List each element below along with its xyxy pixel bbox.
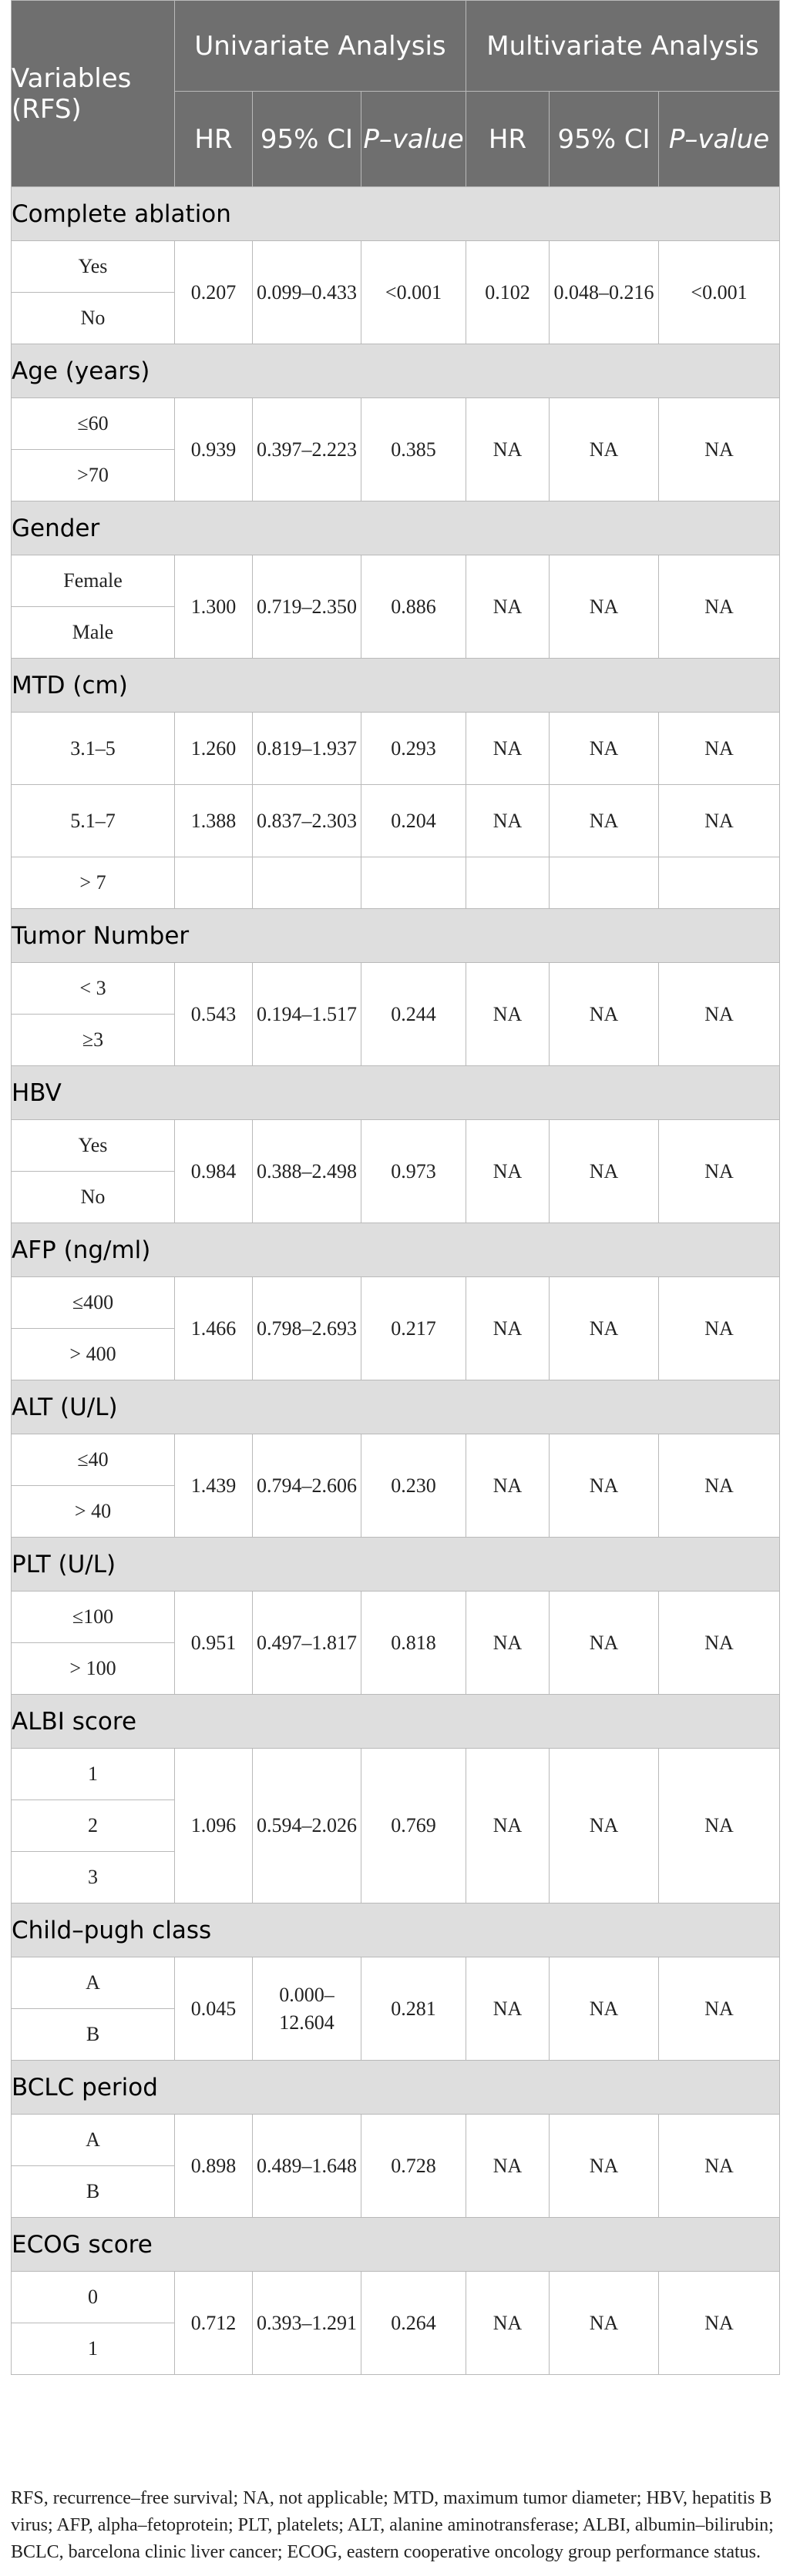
cell-multi-hr: NA [466,555,550,659]
group-name: ECOG score [12,2218,780,2272]
level-label: > 40 [12,1486,175,1538]
cell-uni-pvalue: 0.204 [361,785,466,857]
level-label: < 3 [12,963,175,1015]
group-header-row [12,2218,780,2272]
header-univariate: Univariate Analysis [175,1,466,92]
level-label: > 7 [12,857,175,909]
group-name: AFP (ng/ml) [12,1223,780,1277]
cell-multi-ci [550,857,659,909]
cell-multi-pvalue: NA [659,1120,780,1223]
level-label: 3.1–5 [12,713,175,785]
group-name: MTD (cm) [12,659,780,713]
cell-uni-hr: 0.984 [175,1120,253,1223]
level-label: B [12,2166,175,2218]
cell-uni-hr: 0.939 [175,398,253,501]
cell-multi-ci: NA [550,785,659,857]
group-header-row [12,1695,780,1749]
cell-uni-ci: 0.798–2.693 [253,1277,361,1380]
group-name: Gender [12,501,780,555]
cell-multi-ci: NA [550,713,659,785]
table-row [12,241,780,293]
group-name: HBV [12,1066,780,1120]
cell-uni-hr: 0.712 [175,2272,253,2375]
level-label: 0 [12,2272,175,2323]
group-name: Complete ablation [12,187,780,241]
level-label: 5.1–7 [12,785,175,857]
cell-uni-pvalue: 0.281 [361,1957,466,2061]
table-row [12,713,780,785]
cell-uni-pvalue: 0.886 [361,555,466,659]
cell-uni-hr: 0.951 [175,1592,253,1695]
cell-uni-ci: 0.794–2.606 [253,1434,361,1538]
cell-multi-hr: NA [466,1592,550,1695]
level-label: 1 [12,2323,175,2375]
group-name: Child–pugh class [12,1903,780,1957]
cell-multi-pvalue: NA [659,1592,780,1695]
cell-multi-pvalue: NA [659,2272,780,2375]
table-row [12,857,780,909]
cell-uni-ci: 0.837–2.303 [253,785,361,857]
cell-uni-hr: 1.300 [175,555,253,659]
cell-multi-hr: NA [466,398,550,501]
cell-uni-pvalue: 0.264 [361,2272,466,2375]
group-name: ALBI score [12,1695,780,1749]
group-header-row [12,1066,780,1120]
cell-uni-ci: 0.719–2.350 [253,555,361,659]
cell-multi-hr: NA [466,1957,550,2061]
header-multivariate: Multivariate Analysis [466,1,780,92]
table-row [12,1749,780,1800]
group-header-row [12,659,780,713]
cell-uni-hr [175,857,253,909]
header-multi-pvalue: P–value [659,92,780,187]
header-uni-pvalue: P–value [361,92,466,187]
cell-uni-pvalue: 0.293 [361,713,466,785]
level-label: A [12,1957,175,2009]
table-row [12,2115,780,2166]
level-label: Yes [12,241,175,293]
table-footnote: RFS, recurrence–free survival; NA, not applicable; MTD, maximum tumor diameter; HBV, hepatitis B virus; AFP, alpha–fetoprotein; PLT, platelets; ALT, alanine aminotransferase; ALBI, albumin–bilirubin; BCLC, barcelona clinic liver cancer; ECOG, eastern cooperative oncology group performance status. [11,2488,774,2562]
cell-uni-hr: 0.898 [175,2115,253,2218]
cell-uni-pvalue: <0.001 [361,241,466,344]
level-label: 1 [12,1749,175,1800]
cell-multi-pvalue: NA [659,1277,780,1380]
level-label: No [12,293,175,344]
header-multi-hr: HR [466,92,550,187]
group-name: PLT (U/L) [12,1538,780,1592]
cell-uni-pvalue: 0.230 [361,1434,466,1538]
regression-table [11,0,780,2375]
cell-multi-hr: NA [466,963,550,1066]
group-header-row [12,1538,780,1592]
cell-uni-ci: 0.099–0.433 [253,241,361,344]
level-label: ≥3 [12,1015,175,1066]
cell-uni-ci: 0.594–2.026 [253,1749,361,1903]
cell-multi-pvalue: NA [659,713,780,785]
group-header-row [12,1903,780,1957]
cell-multi-pvalue: NA [659,1957,780,2061]
level-label: ≤60 [12,398,175,450]
table-row [12,398,780,450]
cell-uni-pvalue: 0.244 [361,963,466,1066]
level-label: 2 [12,1800,175,1852]
cell-multi-pvalue: NA [659,398,780,501]
cell-multi-hr: NA [466,785,550,857]
cell-multi-hr: 0.102 [466,241,550,344]
level-label: Female [12,555,175,607]
cell-multi-ci: NA [550,398,659,501]
cell-uni-ci: 0.489–1.648 [253,2115,361,2218]
cell-multi-ci: NA [550,555,659,659]
table-row [12,555,780,607]
cell-multi-ci: 0.048–0.216 [550,241,659,344]
group-name: Age (years) [12,344,780,398]
group-header-row [12,1380,780,1434]
cell-multi-hr: NA [466,1277,550,1380]
group-header-row [12,501,780,555]
cell-uni-pvalue: 0.217 [361,1277,466,1380]
cell-uni-ci: 0.497–1.817 [253,1592,361,1695]
header-variables: Variables (RFS) [12,1,175,187]
cell-uni-ci: 0.819–1.937 [253,713,361,785]
cell-multi-ci: NA [550,1277,659,1380]
group-name: Tumor Number [12,909,780,963]
table-row [12,2272,780,2323]
level-label: ≤40 [12,1434,175,1486]
cell-uni-hr: 0.543 [175,963,253,1066]
cell-multi-hr: NA [466,2272,550,2375]
cell-multi-hr: NA [466,1120,550,1223]
cell-uni-pvalue [361,857,466,909]
table-row [12,1277,780,1329]
cell-uni-hr: 0.207 [175,241,253,344]
cell-uni-pvalue: 0.385 [361,398,466,501]
level-label: B [12,2009,175,2061]
group-header-row [12,1223,780,1277]
cell-uni-ci [253,857,361,909]
level-label: 3 [12,1852,175,1903]
header-uni-ci: 95% CI [253,92,361,187]
group-header-row [12,2061,780,2115]
cell-multi-pvalue [659,857,780,909]
group-header-row [12,187,780,241]
group-name: BCLC period [12,2061,780,2115]
cell-multi-pvalue: NA [659,2115,780,2218]
cell-multi-ci: NA [550,1957,659,2061]
table-row [12,963,780,1015]
cell-multi-ci: NA [550,2115,659,2218]
cell-uni-hr: 1.466 [175,1277,253,1380]
cell-uni-ci: 0.194–1.517 [253,963,361,1066]
cell-multi-pvalue: NA [659,1434,780,1538]
cell-uni-pvalue: 0.973 [361,1120,466,1223]
level-label: >70 [12,450,175,501]
level-label: ≤400 [12,1277,175,1329]
level-label: Male [12,607,175,659]
cell-uni-pvalue: 0.728 [361,2115,466,2218]
table-row [12,1120,780,1172]
cell-multi-pvalue: <0.001 [659,241,780,344]
cell-multi-ci: NA [550,1749,659,1903]
table-row [12,1592,780,1643]
cell-uni-hr: 1.260 [175,713,253,785]
cell-multi-ci: NA [550,1592,659,1695]
cell-multi-hr [466,857,550,909]
cell-uni-ci: 0.388–2.498 [253,1120,361,1223]
table-row [12,785,780,857]
cell-multi-pvalue: NA [659,963,780,1066]
cell-multi-pvalue: NA [659,1749,780,1903]
level-label: A [12,2115,175,2166]
group-name: ALT (U/L) [12,1380,780,1434]
cell-multi-hr: NA [466,1434,550,1538]
level-label: ≤100 [12,1592,175,1643]
level-label: Yes [12,1120,175,1172]
cell-multi-pvalue: NA [659,785,780,857]
level-label: > 100 [12,1643,175,1695]
cell-uni-ci: 0.393–1.291 [253,2272,361,2375]
cell-uni-hr: 1.388 [175,785,253,857]
header-multi-ci: 95% CI [550,92,659,187]
cell-uni-ci: 0.397–2.223 [253,398,361,501]
group-header-row [12,344,780,398]
table-row [12,1957,780,2009]
cell-multi-ci: NA [550,963,659,1066]
cell-multi-hr: NA [466,2115,550,2218]
level-label: No [12,1172,175,1223]
cell-uni-hr: 1.439 [175,1434,253,1538]
group-header-row [12,909,780,963]
cell-multi-pvalue: NA [659,555,780,659]
cell-multi-hr: NA [466,713,550,785]
cell-uni-ci: 0.000–12.604 [253,1957,361,2061]
table-row [12,1434,780,1486]
cell-multi-ci: NA [550,2272,659,2375]
cell-uni-hr: 1.096 [175,1749,253,1903]
cell-uni-hr: 0.045 [175,1957,253,2061]
cell-uni-pvalue: 0.769 [361,1749,466,1903]
table-body [12,187,780,2375]
header-uni-hr: HR [175,92,253,187]
cell-uni-pvalue: 0.818 [361,1592,466,1695]
cell-multi-hr: NA [466,1749,550,1903]
level-label: > 400 [12,1329,175,1380]
cell-multi-ci: NA [550,1434,659,1538]
cell-multi-ci: NA [550,1120,659,1223]
